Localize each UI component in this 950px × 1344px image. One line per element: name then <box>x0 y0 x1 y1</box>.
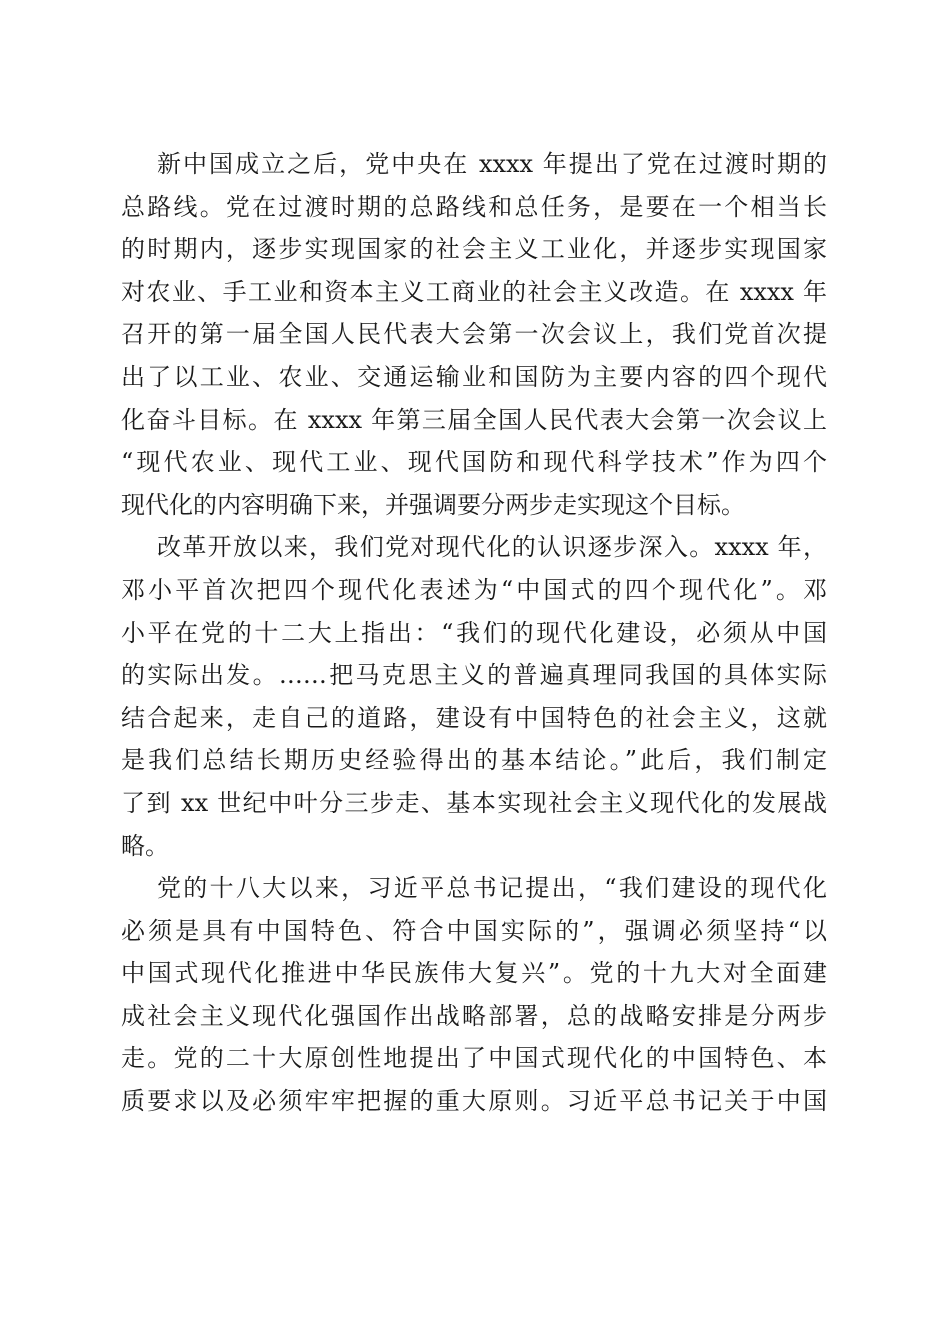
paragraph <box>121 143 827 526</box>
text-line: 的实际出发。……把马克思主义的普遍真理同我国的具体实际 <box>121 661 827 690</box>
text-line: 略。 <box>121 831 169 860</box>
text-line: 党的十八大以来，习近平总书记提出，“我们建设的现代化 <box>157 874 827 903</box>
text-line: 了到 xx 世纪中叶分三步走、基本实现社会主义现代化的发展战 <box>121 788 827 817</box>
text-line: 必须是具有中国特色、符合中国实际的”，强调必须坚持“以 <box>121 916 827 945</box>
text-line: 总路线。党在过渡时期的总路线和总任务，是要在一个相当长 <box>121 192 827 221</box>
text-line: 召开的第一届全国人民代表大会第一次会议上，我们党首次提 <box>121 320 827 349</box>
text-line: 结合起来，走自己的道路，建设有中国特色的社会主义，这就 <box>121 703 827 732</box>
text-line: 新中国成立之后，党中央在 xxxx 年提出了党在过渡时期的 <box>157 150 827 178</box>
text-line: 改革开放以来，我们党对现代化的认识逐步深入。xxxx 年， <box>157 533 827 562</box>
text-line: 的时期内，逐步实现国家的社会主义工业化，并逐步实现国家 <box>121 235 827 264</box>
text-line: 成社会主义现代化强国作出战略部署，总的战略安排是分两步 <box>121 1001 827 1030</box>
text-line: “现代农业、现代工业、现代国防和现代科学技术”作为四个 <box>121 448 827 477</box>
text-line: 出了以工业、农业、交通运输业和国防为主要内容的四个现代 <box>121 362 827 391</box>
paragraph <box>121 867 827 1123</box>
document-body <box>121 143 827 1123</box>
text-line: 现代化的内容明确下来，并强调要分两步走实现这个目标。 <box>121 490 745 519</box>
paragraph <box>121 526 827 867</box>
text-line: 质要求以及必须牢牢把握的重大原则。习近平总书记关于中国 <box>121 1087 827 1116</box>
text-line: 中国式现代化推进中华民族伟大复兴”。党的十九大对全面建 <box>121 959 827 988</box>
text-line: 是我们总结长期历史经验得出的基本结论。”此后，我们制定 <box>121 746 827 775</box>
text-line: 走。党的二十大原创性地提出了中国式现代化的中国特色、本 <box>121 1044 827 1073</box>
text-line: 对农业、手工业和资本主义工商业的社会主义改造。在 xxxx 年 <box>121 277 827 306</box>
text-line: 邓小平首次把四个现代化表述为“中国式的四个现代化”。邓 <box>121 575 827 604</box>
text-line: 化奋斗目标。在 xxxx 年第三届全国人民代表大会第一次会议上 <box>121 405 827 434</box>
text-line: 小平在党的十二大上指出：“我们的现代化建设，必须从中国 <box>121 618 827 647</box>
